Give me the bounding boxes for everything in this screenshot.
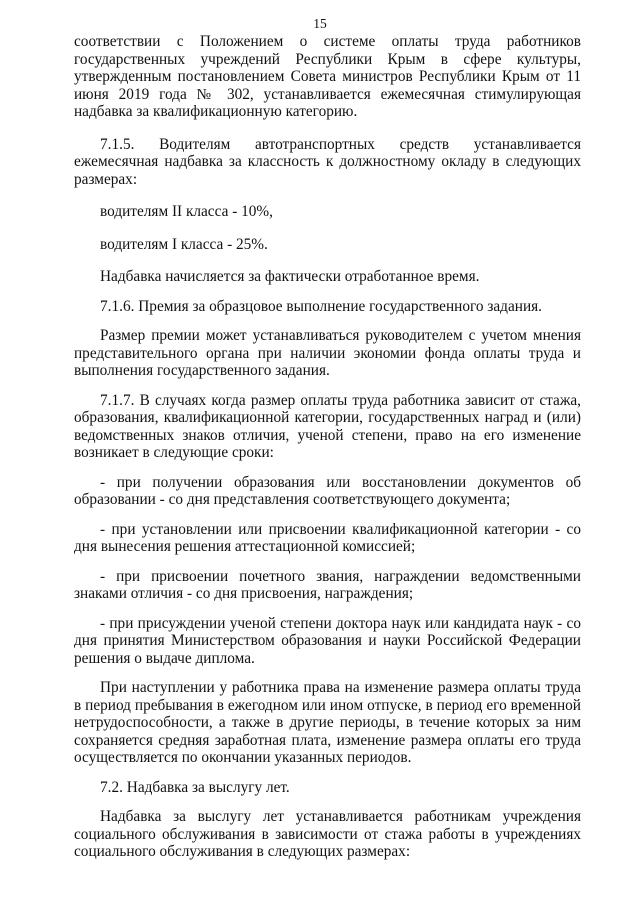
paragraph-7-1-7: 7.1.7. В случаях когда размер оплаты труда работника зависит от стажа, образования, квалификационной категории, государственных наград и (или) ведомственных знаков отличия, ученой степени, право на его изменение возникает в следующие сроки: — [74, 391, 581, 461]
list-item-class-1: водителям I класса - 25%. — [100, 235, 268, 253]
list-item-class-2: водителям II класса - 10%, — [100, 203, 273, 220]
list-item-education: - при получении образования или восстановлении документов об образовании - со дня представления соответствующего документа; — [74, 473, 581, 508]
paragraph-7-2: 7.2. Надбавка за выслугу лет. — [100, 778, 290, 796]
list-item-honorary-title: - при присвоении почетного звания, награждении ведомственными знаками отличия - со дня присвоения, награждения; — [74, 567, 581, 602]
paragraph-seniority-bonus: Надбавка за выслугу лет устанавливается работникам учреждения социального обслуживания в зависимости от стажа работы в учреждениях социального обслуживания в следующих размерах: — [74, 808, 581, 860]
paragraph-continuation: соответствии с Положением о системе оплаты труда работников государственных учреждений Республики Крым в сфере культуры, утвержденным постановлением Совета министров Республики Крым от 11 июня 2019 года № 302, устанавливается ежемесячная стимулирующая надбавка за квалификационную категорию. — [74, 33, 581, 120]
paragraph-7-1-6: 7.1.6. Премия за образцовое выполнение государственного задания. — [100, 297, 542, 315]
page-number: 15 — [313, 16, 327, 31]
paragraph-7-1-5: 7.1.5. Водителям автотранспортных средств устанавливается ежемесячная надбавка за классность к должностному окладу в следующих размерах: — [74, 135, 581, 188]
list-item-qualification: - при установлении или присвоении квалификационной категории - со дня вынесения решения аттестационной комиссией; — [74, 520, 581, 555]
list-item-academic-degree: - при присуждении ученой степени доктора наук или кандидата наук - со дня принятия Министерством образования и науки Российской Федерации решения о выдаче диплома. — [74, 614, 581, 667]
paragraph-bonus-note: Надбавка начисляется за фактически отработанное время. — [100, 268, 480, 285]
paragraph-premium-size: Размер премии может устанавливаться руководителем с учетом мнения представительного органа при наличии экономии фонда оплаты труда и выполнения государственного задания. — [74, 327, 581, 379]
paragraph-vacation-period: При наступлении у работника права на изменение размера оплаты труда в период пребывания в ежегодном или ином отпуске, в период его временной нетрудоспособности, а также в другие периоды, в течение которых за ним сохраняется средняя заработная плата, изменение размера оплаты его труда осуществляется по окончании указанных периодов. — [74, 679, 581, 766]
document-body — [74, 33, 581, 861]
